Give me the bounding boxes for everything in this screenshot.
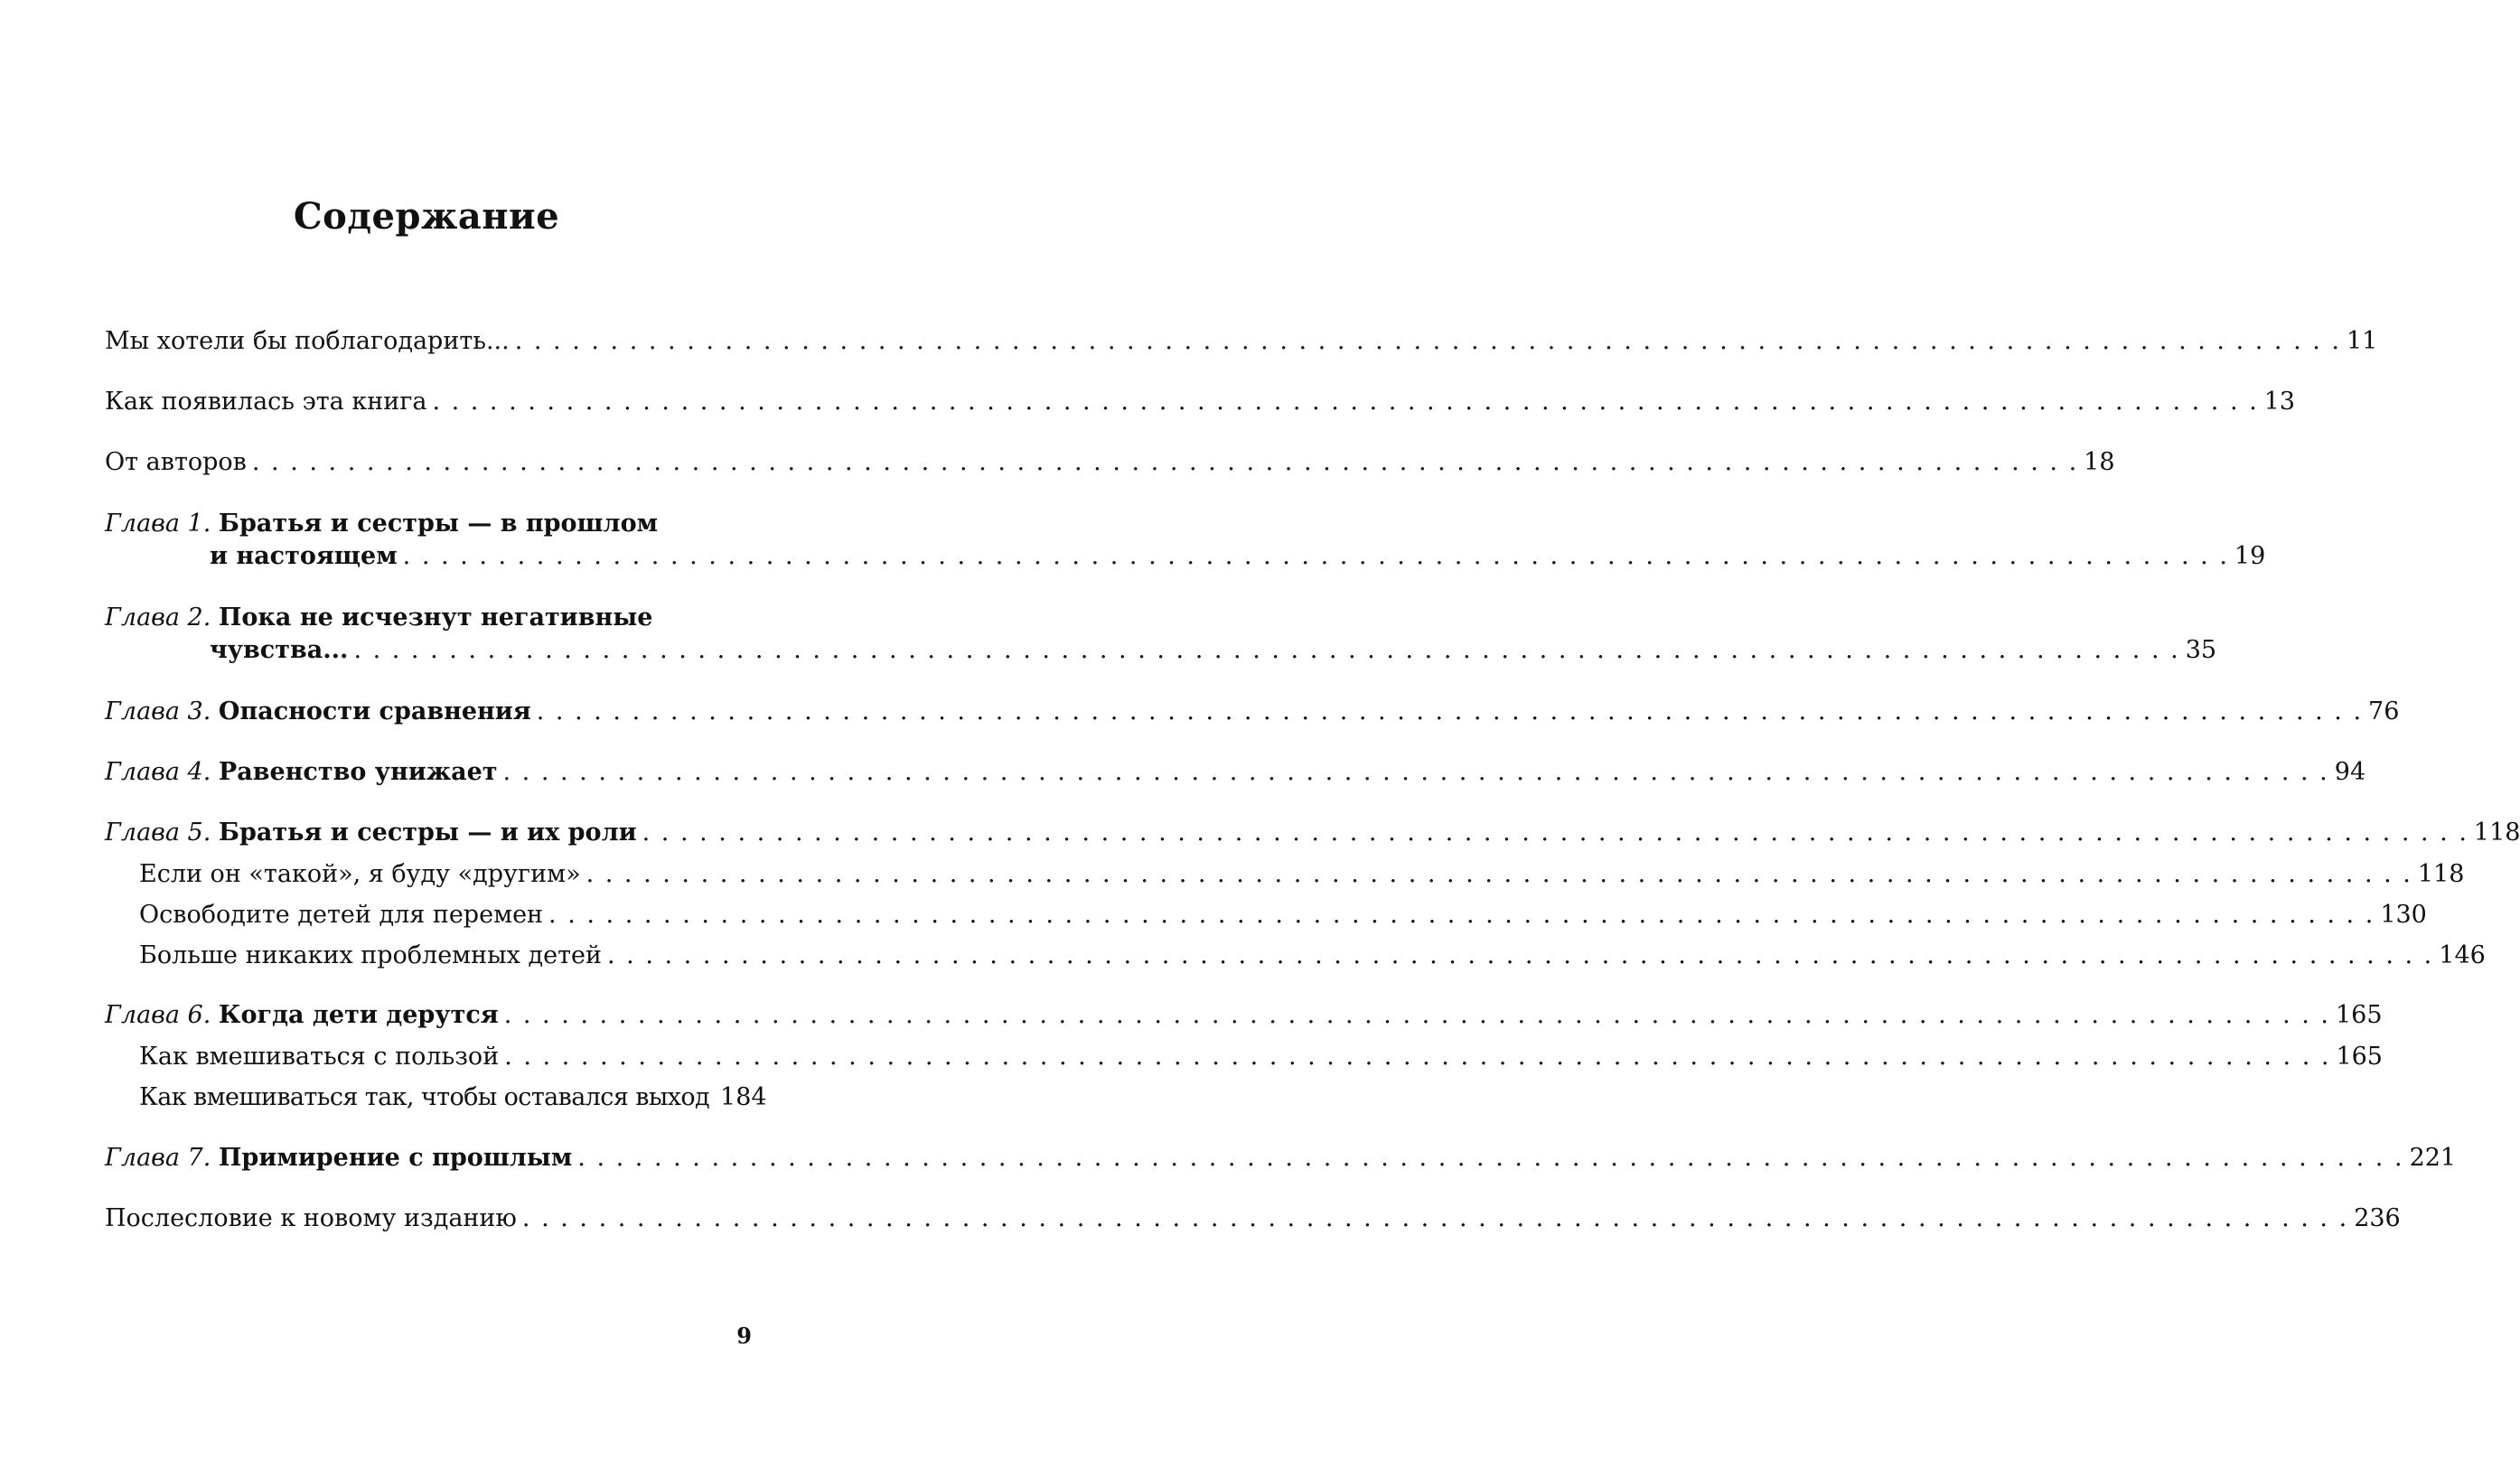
chapter-title: Опасности сравнения bbox=[218, 697, 531, 725]
toc-entry-title: Больше никаких проблемных детей bbox=[139, 940, 607, 972]
toc-entry-chapter-5[interactable] bbox=[105, 817, 2520, 849]
dot-leader bbox=[607, 940, 2433, 972]
dot-leader bbox=[504, 1041, 2330, 1073]
toc-entry-from-authors[interactable] bbox=[105, 446, 2115, 479]
dot-leader bbox=[432, 386, 2258, 418]
toc-page-number: 11 bbox=[2341, 325, 2377, 358]
toc-page-number: 76 bbox=[2363, 696, 2399, 728]
toc-page-number: 130 bbox=[2375, 899, 2411, 931]
toc-subentry[interactable] bbox=[105, 1081, 767, 1114]
toc-subentry[interactable] bbox=[105, 940, 2486, 972]
toc-subentry[interactable] bbox=[105, 899, 2427, 931]
chapter-title: Когда дети дерутся bbox=[218, 1001, 499, 1029]
toc-subentry[interactable] bbox=[105, 858, 2465, 891]
toc-entry-afterword[interactable] bbox=[105, 1203, 2401, 1235]
toc-subentry[interactable] bbox=[105, 1041, 2383, 1073]
toc-page-number: 35 bbox=[2180, 634, 2216, 667]
dot-leader bbox=[522, 1203, 2348, 1235]
chapter-title-line2: и настоящем bbox=[210, 540, 403, 573]
page-number: 9 bbox=[736, 1323, 752, 1349]
toc-entry-chapter-6[interactable] bbox=[105, 999, 2383, 1032]
toc-page-number: 13 bbox=[2259, 386, 2295, 418]
dot-leader bbox=[537, 696, 2363, 728]
dot-leader bbox=[353, 634, 2179, 667]
toc-page-number: 118 bbox=[2468, 817, 2505, 849]
chapter-label: Глава 7. bbox=[105, 1144, 211, 1172]
toc-entry-title: Освободите детей для перемен bbox=[139, 899, 548, 931]
toc-page-number: 94 bbox=[2329, 756, 2365, 789]
dot-leader bbox=[586, 858, 2412, 891]
toc-entry-title: Как вмешиваться с пользой bbox=[139, 1041, 504, 1073]
chapter-label: Глава 3. bbox=[105, 697, 211, 725]
toc-page-number: 165 bbox=[2330, 1041, 2366, 1073]
toc-page-number: 118 bbox=[2412, 858, 2449, 891]
toc-entry-chapter-3[interactable] bbox=[105, 696, 2400, 728]
chapter-label: Глава 4. bbox=[105, 758, 211, 786]
dot-leader bbox=[515, 325, 2341, 358]
dot-leader bbox=[577, 1142, 2403, 1175]
toc-entry-chapter-2[interactable] bbox=[105, 602, 2217, 667]
toc-entry-how-book-appeared[interactable] bbox=[105, 386, 2296, 418]
toc-page-number: 19 bbox=[2229, 540, 2265, 573]
chapter-title-line1: Пока не исчезнут негативные bbox=[218, 604, 653, 632]
toc-entry-title: Послесловие к новому изданию bbox=[105, 1203, 522, 1235]
chapter-label: Глава 1. bbox=[105, 510, 211, 538]
toc-page-number: 165 bbox=[2330, 999, 2366, 1032]
chapter-title: Примирение с прошлым bbox=[218, 1144, 573, 1172]
dot-leader bbox=[504, 999, 2330, 1032]
chapter-label: Глава 5. bbox=[105, 819, 211, 847]
toc-entry-acknowledgements[interactable] bbox=[105, 325, 2378, 358]
page-title: Содержание bbox=[293, 195, 560, 238]
toc-entry-title: Как появилась эта книга bbox=[105, 386, 432, 418]
toc-entry-title: Если он «такой», я буду «другим» bbox=[139, 858, 586, 891]
toc-entry-chapter-7[interactable] bbox=[105, 1142, 2457, 1175]
dot-leader bbox=[503, 756, 2329, 789]
dot-leader bbox=[252, 446, 2078, 479]
dot-leader bbox=[403, 540, 2229, 573]
chapter-label: Глава 6. bbox=[105, 1001, 211, 1029]
toc-entry-title: От авторов bbox=[105, 446, 252, 479]
toc-page-number: 221 bbox=[2404, 1142, 2440, 1175]
toc-entry-title: Мы хотели бы поблагодарить... bbox=[105, 325, 515, 358]
toc-page-number: 236 bbox=[2348, 1203, 2384, 1235]
toc-page-number: 18 bbox=[2078, 446, 2114, 479]
chapter-title: Равенство унижает bbox=[218, 758, 498, 786]
dot-leader bbox=[548, 899, 2375, 931]
dot-leader bbox=[642, 817, 2468, 849]
toc-entry-title: Как вмешиваться так, чтобы оставался выход bbox=[139, 1081, 715, 1114]
toc-entry-chapter-4[interactable] bbox=[105, 756, 2366, 789]
chapter-label: Глава 2. bbox=[105, 604, 211, 632]
chapter-title-line1: Братья и сестры — в прошлом bbox=[218, 510, 659, 538]
toc-page-number: 146 bbox=[2433, 940, 2469, 972]
chapter-title: Братья и сестры — и их роли bbox=[218, 819, 637, 847]
toc-entry-chapter-1[interactable] bbox=[105, 508, 2266, 573]
chapter-title-line2: чувства... bbox=[210, 634, 353, 667]
toc-page-number: 184 bbox=[715, 1081, 751, 1114]
